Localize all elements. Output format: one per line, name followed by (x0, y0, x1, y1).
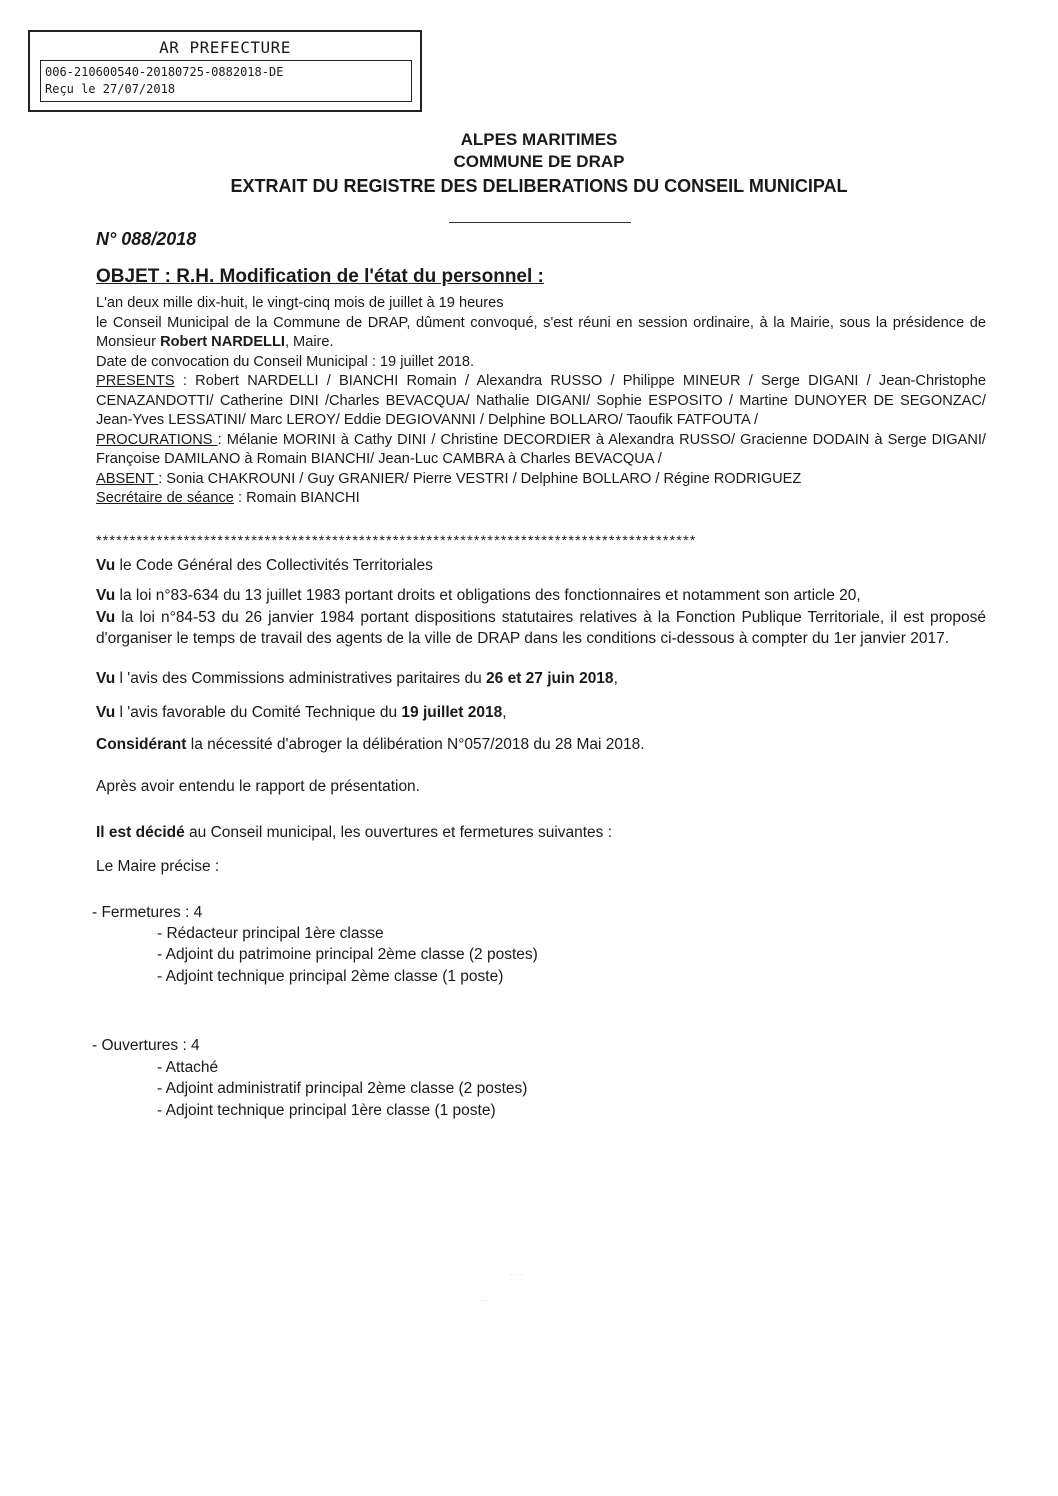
convocation-date: Date de convocation du Conseil Municipal : 19 juillet 2018. (96, 353, 475, 370)
vu-lois (96, 585, 986, 650)
prefecture-stamp (28, 30, 422, 112)
vu-comite-technique: Vu l 'avis favorable du Comité Technique du 19 juillet 2018, (96, 704, 507, 721)
procurations-list: PROCURATIONS : Mélanie MORINI à Cathy DINI / Christine DECORDIER à Alexandra RUSSO/ Gracienne DODAIN à Serge DIGANI/ Françoise DAMILANO à Romain BIANCHI/ Jean-Luc CAMBRA à Charles BEVACQUA / (96, 431, 986, 467)
scan-mark: · · · (510, 1270, 523, 1279)
deliberation-object: OBJET : R.H. Modification de l'état du personnel : (96, 266, 544, 287)
vu-cgct: Vu le Code Général des Collectivités Territoriales (96, 557, 433, 574)
session-date-line: L'an deux mille dix-huit, le vingt-cinq mois de juillet à 19 heures (96, 295, 504, 311)
stamp-reference-box (40, 60, 412, 102)
fermetures-title: - Fermetures : 4 (92, 904, 203, 921)
deliberation-number: N° 088/2018 (96, 229, 197, 249)
stamp-reference: 006-210600540-20180725-0882018-DE (45, 65, 284, 79)
commune-title: COMMUNE DE DRAP (453, 152, 625, 171)
ouverture-item: - Adjoint administratif principal 2ème classe (2 postes) (157, 1080, 528, 1097)
ouverture-item: - Adjoint technique principal 1ère classe (1 poste) (157, 1102, 496, 1119)
maire-precise: Le Maire précise : (96, 858, 220, 875)
register-title: EXTRAIT DU REGISTRE DES DELIBERATIONS DU CONSEIL MUNICIPAL (230, 176, 848, 196)
decision-line: Il est décidé au Conseil municipal, les ouvertures et fermetures suivantes : (96, 824, 613, 841)
absent-list: ABSENT : Sonia CHAKROUNI / Guy GRANIER/ Pierre VESTRI / Delphine BOLLARO / Régine RODRIGUEZ (96, 470, 802, 487)
fermeture-item: - Adjoint du patrimoine principal 2ème classe (2 postes) (157, 946, 538, 963)
session-convocation-line: le Conseil Municipal de la Commune de DRAP, dûment convoqué, s'est réuni en session ordinaire, à la Mairie, sous la présidence de Monsieur Robert NARDELLI, Maire. (96, 314, 986, 350)
stamp-received-date: Reçu le 27/07/2018 (45, 82, 176, 96)
presents-list: PRESENTS : Robert NARDELLI / BIANCHI Romain / Alexandra RUSSO / Philippe MINEUR / Serge DIGANI / Jean-Christophe CENAZANDOTTI/ Catherine DINI /Charles BEVACQUA/ Nathalie DIGANI/ Sophie ESPOSITO / Martine DUNOYER DE SEGONZAC/ Jean-Yves LESSATINI/ Marc LEROY/ Eddie DEGIOVANNI / Delphine BOLLARO/ Taoufik FATFOUTA / (96, 373, 986, 428)
ouverture-item: - Attaché (157, 1059, 219, 1076)
fermeture-item: - Adjoint technique principal 2ème classe (1 poste) (157, 968, 504, 985)
department-title: ALPES MARITIMES (460, 130, 618, 149)
fermeture-item: - Rédacteur principal 1ère classe (157, 925, 384, 942)
vu-loi-1983: Vu la loi n°83-634 du 13 juillet 1983 portant droits et obligations des fonctionnaires et notamment son article 20, (96, 587, 861, 604)
ouvertures-title: - Ouvertures : 4 (92, 1037, 200, 1054)
considerant: Considérant la nécessité d'abroger la délibération N°057/2018 du 28 Mai 2018. (96, 736, 645, 753)
scan-mark: · · (480, 1296, 488, 1305)
session-intro (96, 294, 986, 509)
stamp-title: AR PREFECTURE (159, 38, 291, 57)
secretaire-line: Secrétaire de séance : Romain BIANCHI (96, 490, 360, 506)
separator-stars: ***************************************************************************************** (96, 532, 697, 548)
vu-loi-1984: Vu la loi n°84-53 du 26 janvier 1984 portant dispositions statutaires relatives à la Fonction Publique Territoriale, il est proposé d'organiser le temps de travail des agents de la ville de DRAP dans les conditions ci-dessous à compter du 1er janvier 2017. (96, 608, 986, 647)
header-divider (449, 222, 631, 223)
vu-cap: Vu l 'avis des Commissions administratives paritaires du 26 et 27 juin 2018, (96, 670, 618, 687)
apres-rapport: Après avoir entendu le rapport de présentation. (96, 778, 420, 795)
